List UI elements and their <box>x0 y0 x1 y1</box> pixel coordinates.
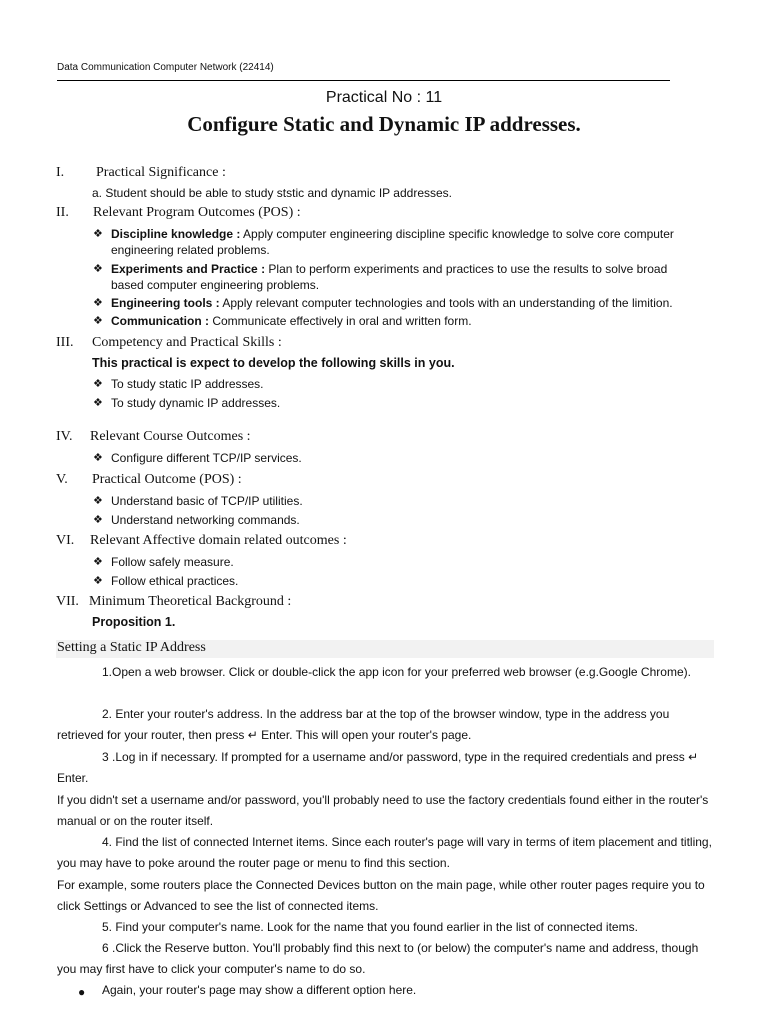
step-text: 3 .Log in if necessary. If prompted for a username and/or password, type in the required credentials and press ↵ Enter. <box>57 750 699 785</box>
list-item <box>93 295 703 311</box>
step-paragraph <box>57 917 717 938</box>
list-item <box>93 226 703 258</box>
section-4-heading <box>56 429 251 445</box>
list-item <box>93 313 703 329</box>
item-label: Experiments and Practice : <box>111 262 266 276</box>
list-item <box>93 376 703 392</box>
item-text: Follow ethical practices. <box>111 574 239 588</box>
section-6-heading <box>56 533 347 549</box>
running-header: Data Communication Computer Network (22414) <box>57 62 274 73</box>
list-item <box>93 395 703 411</box>
step-paragraph <box>57 662 717 683</box>
section-number: II. <box>56 205 69 220</box>
step-paragraph <box>57 938 717 980</box>
section-number: III. <box>56 335 74 350</box>
section-title: Minimum Theoretical Background : <box>89 594 292 609</box>
diamond-bullet-icon: ❖ <box>93 556 103 568</box>
step-text: 4. Find the list of connected Internet items. Since each router's page will vary in terms of item placement and titling, you may have to poke around the router page or menu to find this section. <box>57 835 712 870</box>
section-title: Practical Outcome (POS) : <box>92 472 242 487</box>
section-number: VI. <box>56 533 75 548</box>
item-label: Discipline knowledge : <box>111 227 241 241</box>
diamond-bullet-icon: ❖ <box>93 397 103 409</box>
section-title: Competency and Practical Skills : <box>92 335 282 350</box>
step-text: 1.Open a web browser. Click or double-click the app icon for your preferred web browser (e.g.Google Chrome). <box>102 665 691 679</box>
practical-number: Practical No : 11 <box>325 89 443 106</box>
section-number: I. <box>56 165 65 180</box>
item-text: To study static IP addresses. <box>111 377 264 391</box>
step-paragraph <box>57 704 717 746</box>
item-text: Configure different TCP/IP services. <box>111 451 302 465</box>
item-text: Follow safely measure. <box>111 555 234 569</box>
diamond-bullet-icon: ❖ <box>93 228 103 240</box>
note-paragraph: If you didn't set a username and/or password, you'll probably need to use the factory credentials found either in the router's manual or on the router itself. <box>57 793 709 828</box>
section-number: V. <box>56 472 68 487</box>
section-3-lead: This practical is expect to develop the following skills in you. <box>92 356 455 370</box>
list-item <box>93 450 703 466</box>
item-text: To study dynamic IP addresses. <box>111 396 281 410</box>
step-text: 2. Enter your router's address. In the address bar at the top of the browser window, type in the address you retrieved for your router, then press ↵ Enter. This will open your router's page. <box>57 707 670 742</box>
round-bullet-icon: ● <box>78 985 86 999</box>
section-title: Relevant Affective domain related outcomes : <box>90 533 347 548</box>
section-title: Relevant Program Outcomes (POS) : <box>93 205 301 220</box>
section-2-heading <box>56 205 301 221</box>
diamond-bullet-icon: ❖ <box>93 297 103 309</box>
proposition-label: Proposition 1. <box>92 615 176 629</box>
item-text: Plan to perform experiments and practices to use the results to solve broad based computer engineering problems. <box>111 262 668 292</box>
item-text: Apply relevant computer technologies and tools with an understanding of the limition. <box>219 296 673 310</box>
section-5-heading <box>56 472 242 488</box>
diamond-bullet-icon: ❖ <box>93 495 103 507</box>
step-paragraph <box>57 747 717 789</box>
diamond-bullet-icon: ❖ <box>93 575 103 587</box>
item-text: Understand basic of TCP/IP utilities. <box>111 494 303 508</box>
section-title: Practical Significance : <box>96 165 226 180</box>
list-item <box>93 512 703 528</box>
list-item <box>93 261 703 293</box>
item-text: Communicate effectively in oral and written form. <box>209 314 472 328</box>
step-text: 6 .Click the Reserve button. You'll probably find this next to (or below) the computer's name and address, though you may first have to click your computer's name to do so. <box>57 941 699 976</box>
item-label: Communication : <box>111 314 209 328</box>
diamond-bullet-icon: ❖ <box>93 514 103 526</box>
diamond-bullet-icon: ❖ <box>93 315 103 327</box>
section-number: VII. <box>56 594 79 609</box>
list-item <box>93 554 703 570</box>
diamond-bullet-icon: ❖ <box>93 378 103 390</box>
section-3-heading <box>56 335 282 351</box>
page-title: Configure Static and Dynamic IP addresses. <box>187 112 581 136</box>
list-item <box>93 493 703 509</box>
diamond-bullet-icon: ❖ <box>93 452 103 464</box>
section-number: IV. <box>56 429 73 444</box>
item-label: Engineering tools : <box>111 296 220 310</box>
step-paragraph <box>57 832 717 874</box>
item-text: Apply computer engineering discipline specific knowledge to solve core computer engineering related problems. <box>111 227 674 257</box>
section-title: Relevant Course Outcomes : <box>90 429 251 444</box>
bullet-text: Again, your router's page may show a different option here. <box>102 983 417 997</box>
list-item <box>93 573 703 589</box>
section-7-heading <box>56 594 291 610</box>
step-text: 5. Find your computer's name. Look for the name that you found earlier in the list of connected items. <box>102 920 638 934</box>
static-ip-heading: Setting a Static IP Address <box>57 640 206 655</box>
section-1-heading <box>56 165 226 181</box>
item-text: Understand networking commands. <box>111 513 300 527</box>
section-1-item: a. Student should be able to study ststic and dynamic IP addresses. <box>92 186 452 200</box>
diamond-bullet-icon: ❖ <box>93 263 103 275</box>
header-rule <box>57 80 670 81</box>
note-paragraph: For example, some routers place the Connected Devices button on the main page, while other router pages require you to click Settings or Advanced to see the list of connected items. <box>57 878 705 913</box>
